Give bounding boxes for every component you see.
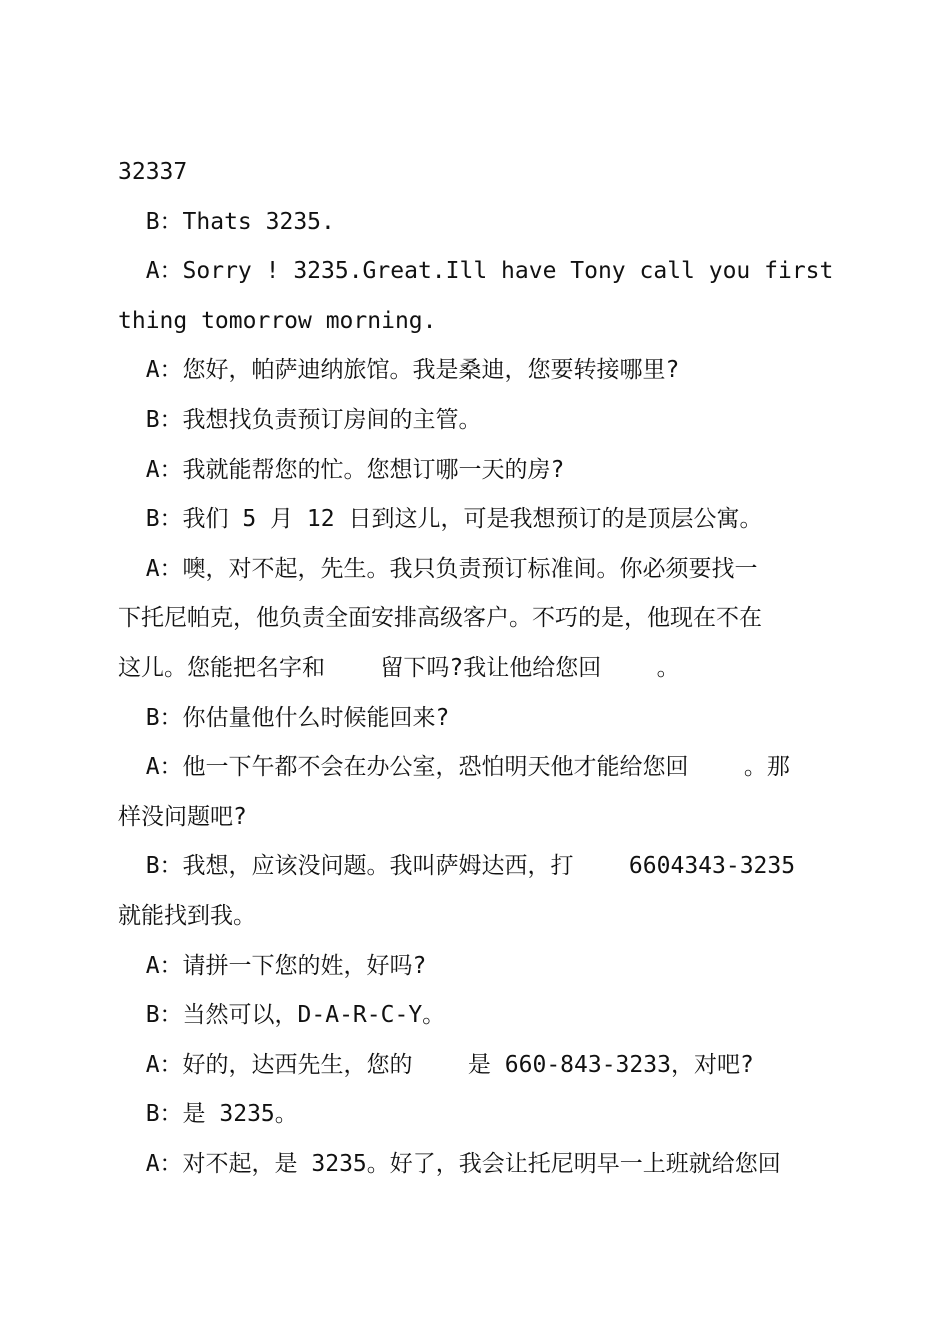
text-line: B：当然可以，D-A-R-C-Y。 [118,1002,446,1029]
text-line: A：他一下午都不会在办公室，恐怕明天他才能给您回 。那 [118,754,790,781]
text-line: thing tomorrow morning. [118,307,437,334]
dialogue-text [118,148,834,1189]
text-line: B：是 3235。 [118,1101,298,1128]
text-line: B：你估量他什么时候能回来? [118,704,450,731]
text-line: A：Sorry ! 3235.Great.Ill have Tony call you first [118,258,834,285]
text-line: 这儿。您能把名字和 留下吗?我让他给您回 。 [118,654,680,681]
text-line: B：Thats 3235. [118,208,335,235]
text-line: B：我想，应该没问题。我叫萨姆达西，打 6604343-3235 [118,853,796,880]
text-line: A：对不起，是 3235。好了，我会让托尼明早一上班就给您回 [118,1150,781,1177]
text-line: 就能找到我。 [118,902,256,929]
text-line: B：我想找负责预订房间的主管。 [118,406,482,433]
text-line: 32337 [118,159,188,185]
text-line: A：请拼一下您的姓，好吗? [118,952,427,979]
text-line: A：噢，对不起，先生。我只负责预订标准间。你必须要找一 [118,555,758,582]
text-line: B：我们 5 月 12 日到这儿，可是我想预订的是顶层公寓。 [118,506,763,533]
text-line: A：您好，帕萨迪纳旅馆。我是桑迪，您要转接哪里? [118,357,680,384]
text-line: 样没问题吧? [118,803,247,830]
text-line: 下托尼帕克，他负责全面安排高级客户。不巧的是，他现在不在 [118,605,762,632]
text-line: A：好的，达西先生，您的 是 660-843-3233，对吧? [118,1051,754,1078]
text-line: A：我就能帮您的忙。您想订哪一天的房? [118,456,565,483]
